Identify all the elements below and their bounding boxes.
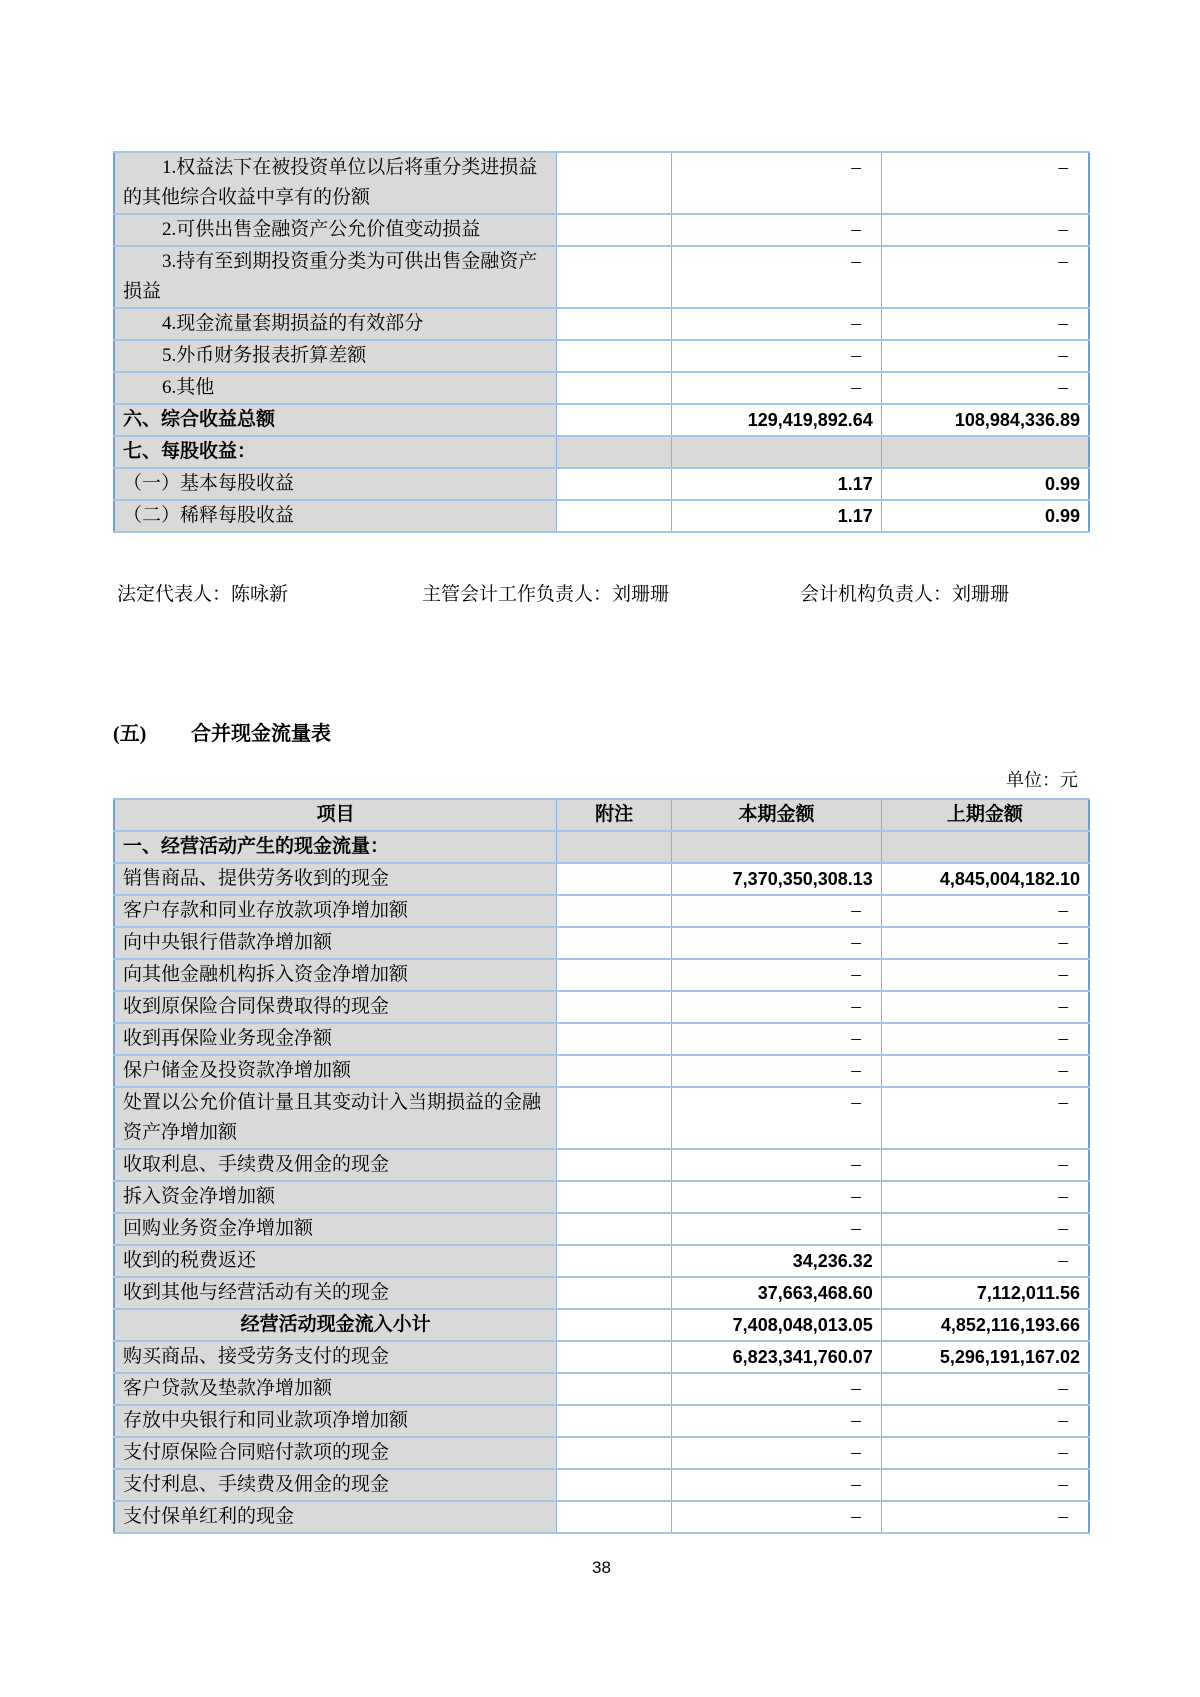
- amount-cell: –: [672, 372, 882, 404]
- note-cell: [557, 991, 672, 1023]
- note-cell: [557, 1087, 672, 1149]
- amount-cell: 7,370,350,308.13: [672, 863, 882, 895]
- table-row: [114, 895, 1089, 927]
- note-cell: [557, 1309, 672, 1341]
- item-label-cell: 支付利息、手续费及佣金的现金: [114, 1469, 557, 1501]
- note-cell: [557, 1055, 672, 1087]
- note-cell: [557, 1213, 672, 1245]
- amount-cell: –: [881, 214, 1089, 246]
- table-row: [114, 340, 1089, 372]
- note-cell: [557, 831, 672, 863]
- header-row: [114, 799, 1089, 831]
- section-index: (五): [113, 723, 147, 745]
- amount-cell: –: [672, 1055, 882, 1087]
- note-cell: [557, 214, 672, 246]
- amount-cell: –: [672, 1023, 882, 1055]
- note-cell: [557, 404, 672, 436]
- amount-cell: 4,845,004,182.10: [881, 863, 1089, 895]
- amount-cell: –: [881, 1245, 1089, 1277]
- item-label-cell: 存放中央银行和同业款项净增加额: [114, 1405, 557, 1437]
- item-label-cell: 向中央银行借款净增加额: [114, 927, 557, 959]
- item-label-cell: 一、经营活动产生的现金流量：: [114, 831, 557, 863]
- note-cell: [557, 372, 672, 404]
- note-cell: [557, 1277, 672, 1309]
- amount-cell: –: [672, 991, 882, 1023]
- table-row: [114, 1373, 1089, 1405]
- item-label-cell: 七、每股收益：: [114, 436, 557, 468]
- item-label-cell: 拆入资金净增加额: [114, 1181, 557, 1213]
- table-row: [114, 1501, 1089, 1533]
- amount-cell: –: [672, 1373, 882, 1405]
- item-label-cell: 收到原保险合同保费取得的现金: [114, 991, 557, 1023]
- column-header-prior-period: 上期金额: [881, 799, 1089, 831]
- amount-cell: –: [881, 152, 1089, 214]
- amount-cell: –: [881, 1213, 1089, 1245]
- amount-cell: –: [881, 1405, 1089, 1437]
- chief-accountant-label: 主管会计工作负责人：刘珊珊: [422, 584, 670, 605]
- amount-cell: –: [881, 1149, 1089, 1181]
- item-label-cell: 向其他金融机构拆入资金净增加额: [114, 959, 557, 991]
- amount-cell: 7,408,048,013.05: [672, 1309, 882, 1341]
- table-row: [114, 468, 1089, 500]
- item-label-cell: 收取利息、手续费及佣金的现金: [114, 1149, 557, 1181]
- table-row: [114, 1213, 1089, 1245]
- legal-representative-label: 法定代表人：陈咏新: [117, 584, 289, 605]
- amount-cell: 0.99: [881, 468, 1089, 500]
- amount-cell: –: [672, 246, 882, 308]
- table-row: [114, 1341, 1089, 1373]
- amount-cell: –: [672, 1501, 882, 1533]
- note-cell: [557, 863, 672, 895]
- amount-cell: 1.17: [672, 468, 882, 500]
- accounting-dept-head-label: 会计机构负责人：刘珊珊: [800, 584, 1010, 605]
- table-row: [114, 500, 1089, 532]
- comprehensive-income-table: [113, 151, 1090, 533]
- column-header-note: 附注: [557, 799, 672, 831]
- amount-cell: –: [881, 959, 1089, 991]
- item-label-cell: 收到其他与经营活动有关的现金: [114, 1277, 557, 1309]
- table-row: [114, 372, 1089, 404]
- table-row: [114, 1023, 1089, 1055]
- table-row: [114, 927, 1089, 959]
- amount-cell: –: [672, 1087, 882, 1149]
- item-label-cell: （一）基本每股收益: [114, 468, 557, 500]
- item-label-cell: 5.外币财务报表折算差额: [114, 340, 557, 372]
- amount-cell: –: [672, 895, 882, 927]
- amount-cell: 129,419,892.64: [672, 404, 882, 436]
- note-cell: [557, 340, 672, 372]
- column-header-item: 项目: [114, 799, 557, 831]
- note-cell: [557, 436, 672, 468]
- amount-cell: –: [881, 895, 1089, 927]
- table-row: [114, 152, 1089, 214]
- amount-cell: –: [881, 340, 1089, 372]
- table-row: [114, 991, 1089, 1023]
- amount-cell: –: [672, 1405, 882, 1437]
- table-row: [114, 1149, 1089, 1181]
- table-row: [114, 404, 1089, 436]
- amount-cell: [672, 831, 882, 863]
- amount-cell: –: [881, 1023, 1089, 1055]
- amount-cell: –: [881, 1181, 1089, 1213]
- item-label-cell: 保户储金及投资款净增加额: [114, 1055, 557, 1087]
- amount-cell: 0.99: [881, 500, 1089, 532]
- table-row: [114, 1055, 1089, 1087]
- item-label-cell: 支付保单红利的现金: [114, 1501, 557, 1533]
- note-cell: [557, 468, 672, 500]
- note-cell: [557, 1149, 672, 1181]
- amount-cell: [672, 436, 882, 468]
- item-label-cell: 6.其他: [114, 372, 557, 404]
- note-cell: [557, 1469, 672, 1501]
- amount-cell: 7,112,011.56: [881, 1277, 1089, 1309]
- amount-cell: –: [881, 246, 1089, 308]
- amount-cell: –: [881, 1501, 1089, 1533]
- note-cell: [557, 895, 672, 927]
- table-row: [114, 1309, 1089, 1341]
- amount-cell: –: [881, 927, 1089, 959]
- amount-cell: –: [672, 1437, 882, 1469]
- item-label-cell: 2.可供出售金融资产公允价值变动损益: [114, 214, 557, 246]
- amount-cell: [881, 436, 1089, 468]
- amount-cell: 1.17: [672, 500, 882, 532]
- section-heading: [113, 717, 1090, 746]
- table-row: [114, 436, 1089, 468]
- item-label-cell: 回购业务资金净增加额: [114, 1213, 557, 1245]
- item-label-cell: 购买商品、接受劳务支付的现金: [114, 1341, 557, 1373]
- amount-cell: –: [672, 959, 882, 991]
- item-label-cell: 3.持有至到期投资重分类为可供出售金融资产损益: [114, 246, 557, 308]
- amount-cell: –: [881, 1055, 1089, 1087]
- amount-cell: 37,663,468.60: [672, 1277, 882, 1309]
- note-cell: [557, 1373, 672, 1405]
- section-title: 合并现金流量表: [191, 723, 331, 745]
- table-row: [114, 308, 1089, 340]
- note-cell: [557, 959, 672, 991]
- amount-cell: –: [881, 991, 1089, 1023]
- item-label-cell: 处置以公允价值计量且其变动计入当期损益的金融资产净增加额: [114, 1087, 557, 1149]
- amount-cell: –: [672, 1181, 882, 1213]
- table-row: [114, 214, 1089, 246]
- item-label-cell: 客户存款和同业存放款项净增加额: [114, 895, 557, 927]
- amount-cell: –: [881, 1469, 1089, 1501]
- amount-cell: –: [881, 308, 1089, 340]
- amount-cell: –: [672, 152, 882, 214]
- note-cell: [557, 1501, 672, 1533]
- item-label-cell: 支付原保险合同赔付款项的现金: [114, 1437, 557, 1469]
- amount-cell: –: [881, 1437, 1089, 1469]
- table-row: [114, 1245, 1089, 1277]
- amount-cell: 108,984,336.89: [881, 404, 1089, 436]
- amount-cell: [881, 831, 1089, 863]
- note-cell: [557, 927, 672, 959]
- item-label-cell: 1.权益法下在被投资单位以后将重分类进损益的其他综合收益中享有的份额: [114, 152, 557, 214]
- amount-cell: –: [672, 214, 882, 246]
- signature-line: [113, 579, 1090, 607]
- income-table-body: [114, 152, 1089, 532]
- column-header-current-period: 本期金额: [672, 799, 882, 831]
- amount-cell: 6,823,341,760.07: [672, 1341, 882, 1373]
- amount-cell: –: [672, 308, 882, 340]
- table-row: [114, 1437, 1089, 1469]
- item-label-cell: 收到再保险业务现金净额: [114, 1023, 557, 1055]
- report-page: [113, 0, 1090, 1578]
- note-cell: [557, 500, 672, 532]
- item-label-cell: （二）稀释每股收益: [114, 500, 557, 532]
- cash-flow-table: [113, 798, 1090, 1534]
- amount-cell: –: [672, 1149, 882, 1181]
- amount-cell: –: [672, 1469, 882, 1501]
- unit-label: 单位：元: [1006, 770, 1078, 790]
- note-cell: [557, 1023, 672, 1055]
- table-row: [114, 831, 1089, 863]
- item-label-cell: 收到的税费返还: [114, 1245, 557, 1277]
- table-row: [114, 1405, 1089, 1437]
- amount-cell: –: [881, 1373, 1089, 1405]
- amount-cell: –: [881, 372, 1089, 404]
- amount-cell: –: [881, 1087, 1089, 1149]
- amount-cell: –: [672, 1213, 882, 1245]
- item-label-cell: 客户贷款及垫款净增加额: [114, 1373, 557, 1405]
- table-row: [114, 1087, 1089, 1149]
- note-cell: [557, 246, 672, 308]
- amount-cell: 5,296,191,167.02: [881, 1341, 1089, 1373]
- table-row: [114, 1277, 1089, 1309]
- cash-flow-table-body: [114, 831, 1089, 1533]
- note-cell: [557, 1405, 672, 1437]
- amount-cell: 4,852,116,193.66: [881, 1309, 1089, 1341]
- table-row: [114, 863, 1089, 895]
- note-cell: [557, 1437, 672, 1469]
- note-cell: [557, 308, 672, 340]
- item-label-cell: 4.现金流量套期损益的有效部分: [114, 308, 557, 340]
- item-label-cell: 经营活动现金流入小计: [114, 1309, 557, 1341]
- table-row: [114, 959, 1089, 991]
- table-row: [114, 1181, 1089, 1213]
- note-cell: [557, 1341, 672, 1373]
- page-number: 38: [592, 1558, 611, 1577]
- amount-cell: –: [672, 927, 882, 959]
- amount-cell: –: [672, 340, 882, 372]
- table-row: [114, 246, 1089, 308]
- table-row: [114, 1469, 1089, 1501]
- note-cell: [557, 1245, 672, 1277]
- item-label-cell: 销售商品、提供劳务收到的现金: [114, 863, 557, 895]
- note-cell: [557, 1181, 672, 1213]
- amount-cell: 34,236.32: [672, 1245, 882, 1277]
- note-cell: [557, 152, 672, 214]
- item-label-cell: 六、综合收益总额: [114, 404, 557, 436]
